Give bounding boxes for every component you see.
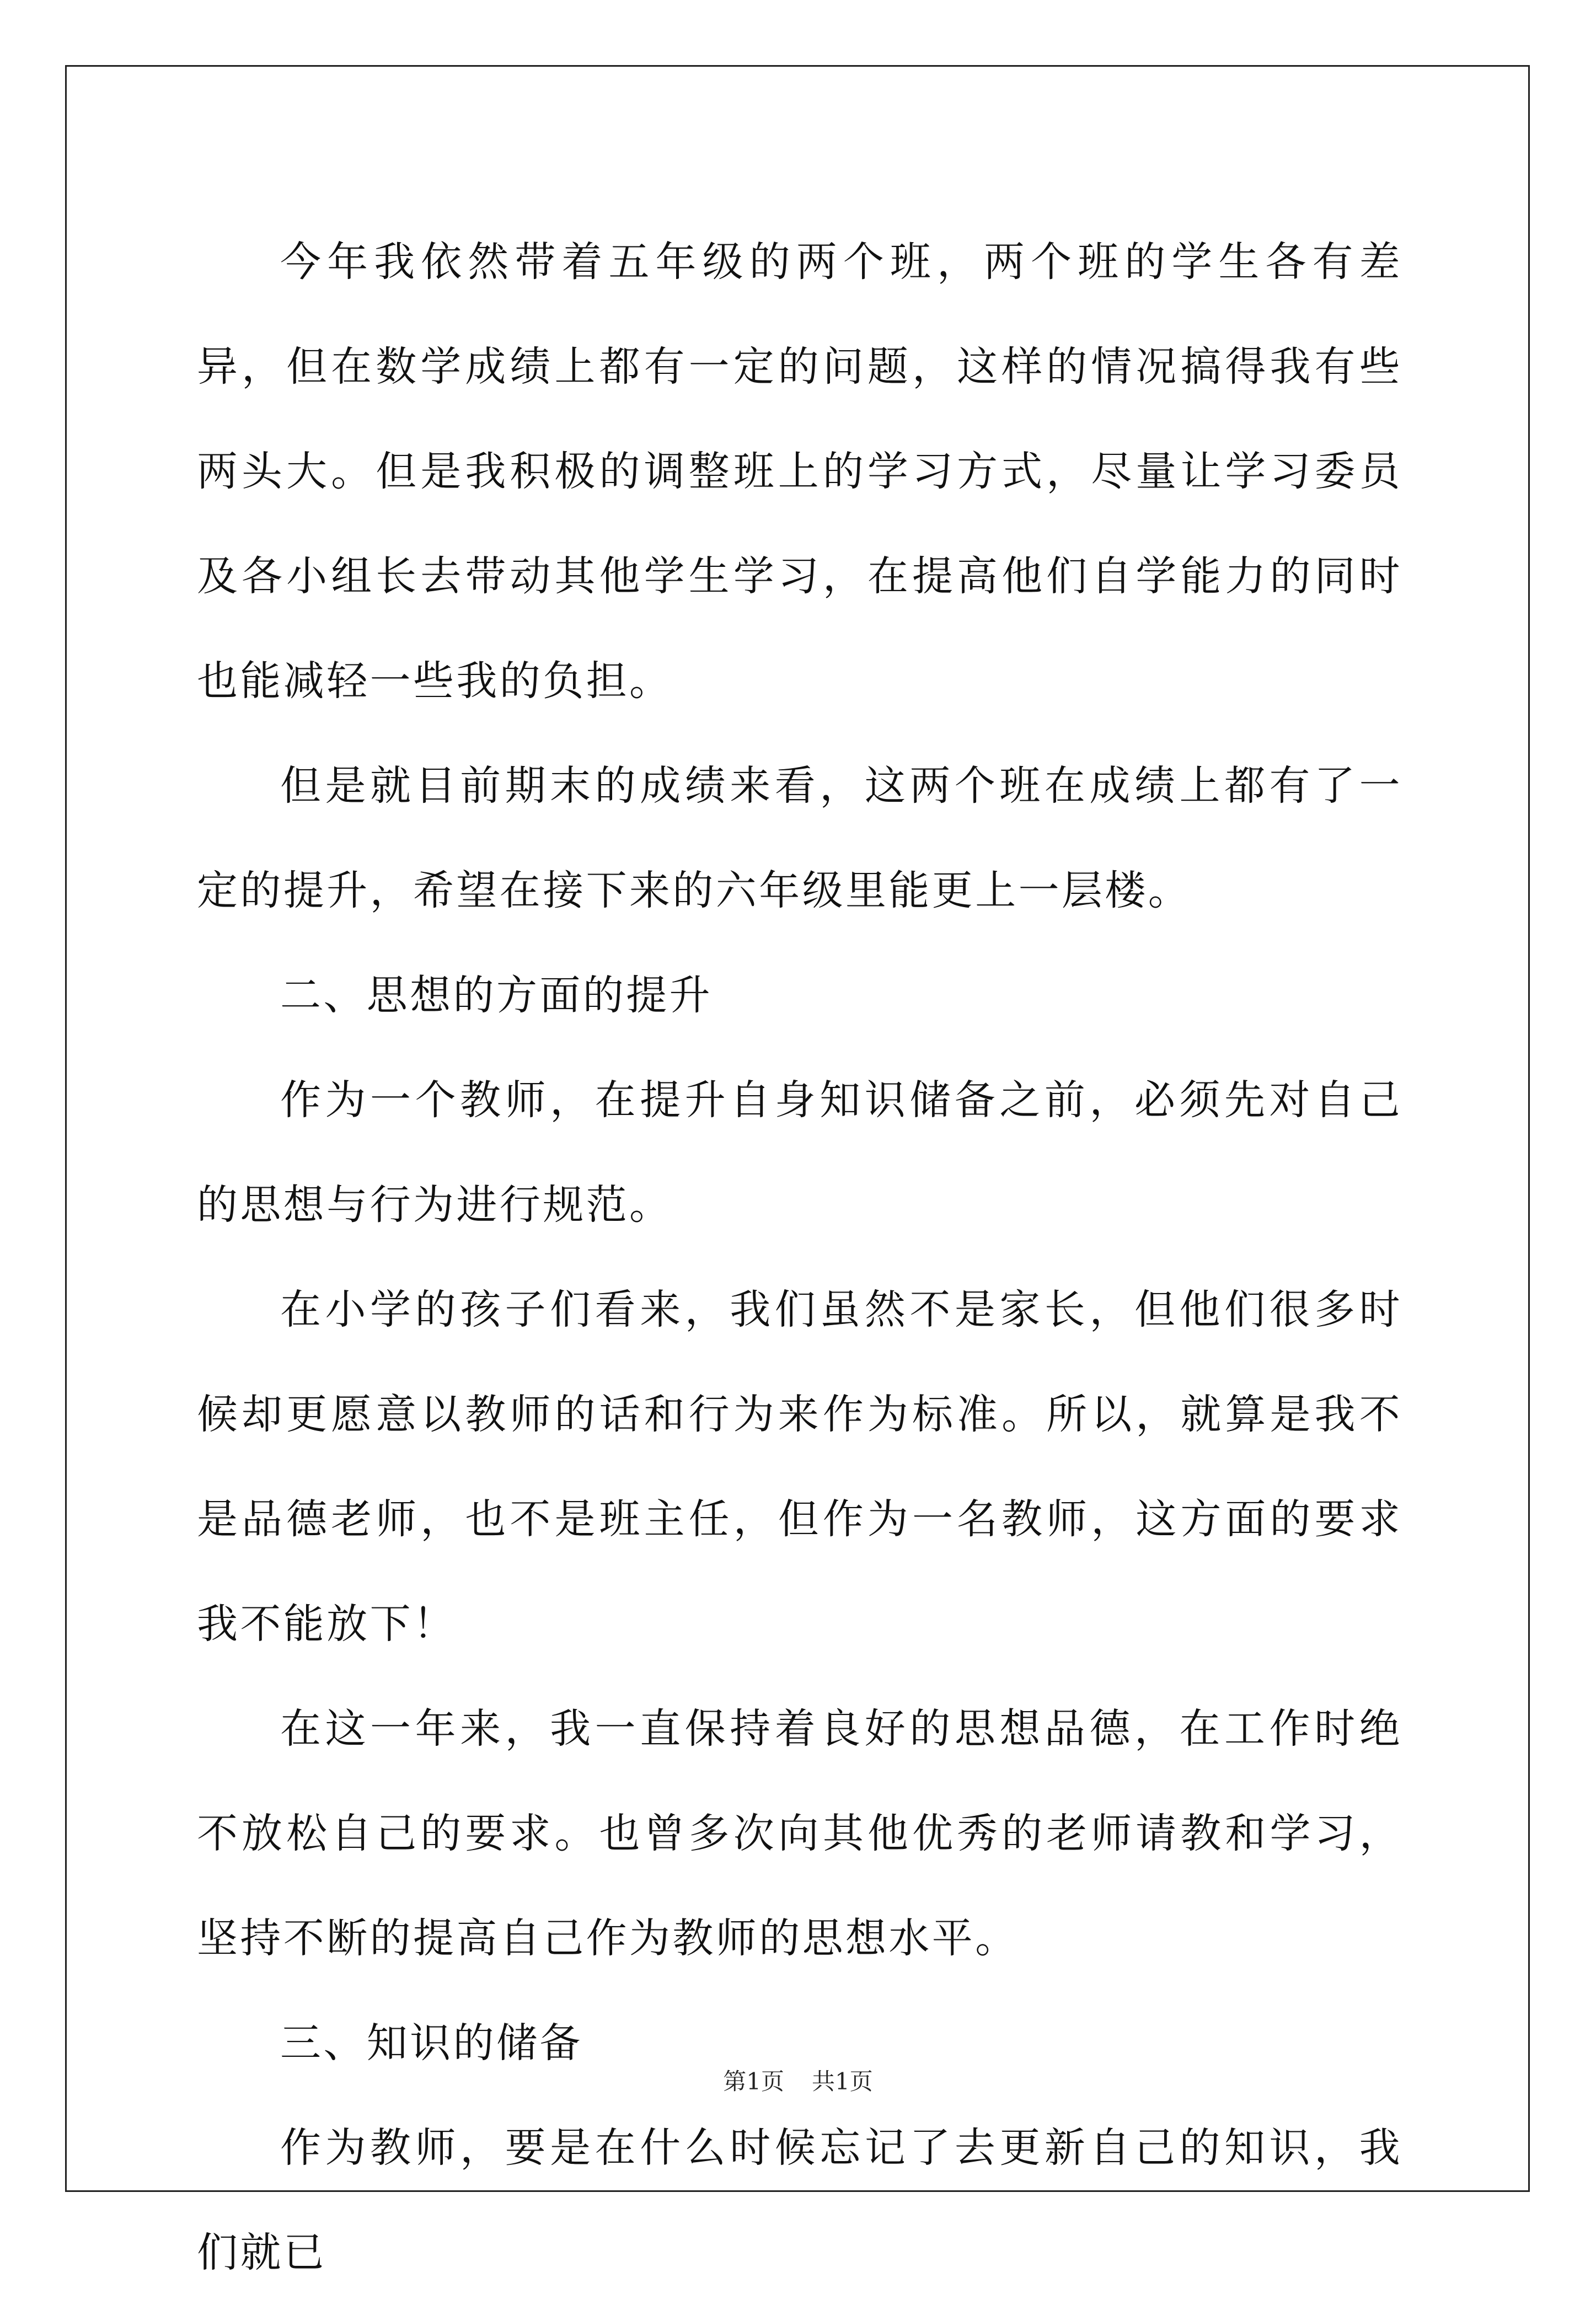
section-heading: 二、思想的方面的提升 bbox=[280, 972, 713, 1019]
paragraph: 今年我依然带着五年级的两个班，两个班的学生各有差异，但在数学成绩上都有一定的问题，这样的情况搞得我有些两头大。但是我积极的调整班上的学习方式，尽量让学习委员及各小组长去带动其他学生学习，在提高他们自学能力的同时也能减轻一些我的负担。 bbox=[197, 238, 1402, 705]
paragraph: 但是就目前期末的成绩来看，这两个班在成绩上都有了一定的提升，希望在接下来的六年级里能更上一层楼。 bbox=[197, 762, 1402, 914]
section-heading: 三、知识的储备 bbox=[280, 2019, 583, 2067]
page-number-current: 第1页 bbox=[723, 2068, 784, 2095]
paragraph: 作为一个教师，在提升自身知识储备之前，必须先对自己的思想与行为进行规范。 bbox=[197, 1076, 1402, 1229]
document-body bbox=[197, 210, 1402, 2305]
paragraph: 在小学的孩子们看来，我们虽然不是家长，但他们很多时候却更愿意以教师的话和行为来作为标准。所以，就算是我不是品德老师，也不是班主任，但作为一名教师，这方面的要求我不能放下！ bbox=[197, 1286, 1402, 1648]
page-footer bbox=[0, 2065, 1596, 2098]
paragraph: 作为教师，要是在什么时候忘记了去更新自己的知识，我们就已 bbox=[197, 2124, 1402, 2276]
paragraph: 在这一年来，我一直保持着良好的思想品德，在工作时绝不放松自己的要求。也曾多次向其他优秀的老师请教和学习，坚持不断的提高自己作为教师的思想水平。 bbox=[197, 1705, 1402, 1962]
page-number-total: 共1页 bbox=[812, 2068, 873, 2095]
